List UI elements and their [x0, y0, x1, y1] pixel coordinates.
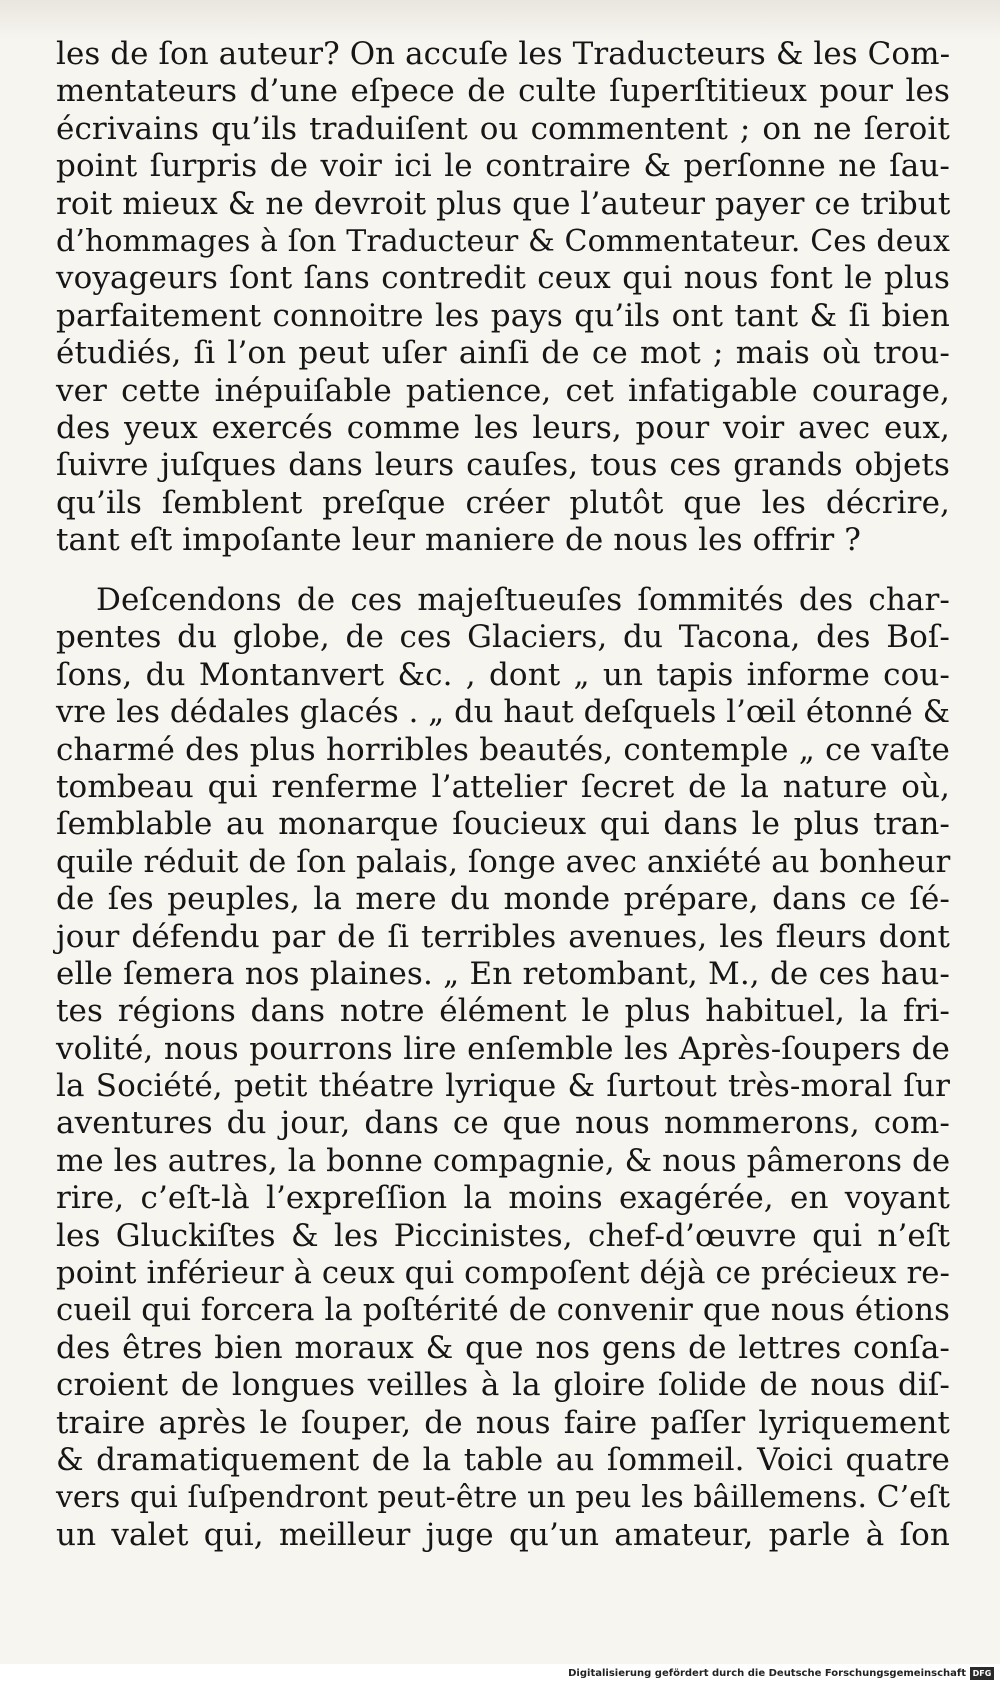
text-line: écrivains qu’ils traduiſent ou commentent ; on ne ſeroit [56, 110, 950, 147]
text-line: cueil qui forcera la poſtérité de convenir que nous étions [56, 1292, 950, 1329]
text-line: mentateurs d’une eſpece de culte ſuperſtitieux pour les [56, 73, 950, 110]
text-line: ſons, du Montanvert &c. , dont „ un tapis informe cou- [56, 656, 950, 693]
text-line: tombeau qui renferme l’attelier ſecret de la nature où, [56, 768, 950, 805]
text-line: la Société, petit théatre lyrique & ſurtout très-moral ſur [56, 1068, 950, 1105]
text-line: traire après le ſouper, de nous faire paſſer lyriquement [56, 1404, 950, 1441]
text-line: les Gluckiſtes & les Piccinistes, chef-d’œuvre qui n’eſt [56, 1217, 950, 1254]
text-line: point inférieur à ceux qui compoſent déjà ce précieux re- [56, 1255, 950, 1292]
text-line: d’hommages à ſon Traducteur & Commentateur. Ces deux [56, 223, 950, 259]
paragraph-1 [56, 36, 950, 559]
text-line: & dramatiquement de la table au ſommeil. Voici quatre [56, 1441, 950, 1478]
text-line: un valet qui, meilleur juge qu’un amateur, parle à ſon [56, 1516, 950, 1553]
text-line: tant eſt impoſante leur maniere de nous les offrir ? [56, 522, 862, 559]
text-line: rire, c’eſt-là l’expreſſion la moins exagérée, en voyant [56, 1180, 950, 1217]
digitization-credit: Digitalisierung gefördert durch die Deutsche Forschungsgemeinschaft [568, 1668, 966, 1679]
text-line: ver cette inépuiſable patience, cet infatigable courage, [56, 372, 950, 409]
text-line: quile réduit de ſon palais, ſonge avec anxiété au bonheur [56, 844, 951, 880]
text-line: pentes du globe, de ces Glaciers, du Tacona, des Boſ- [56, 619, 950, 656]
text-line: ſemblable au monarque ſoucieux qui dans le plus tran- [56, 806, 950, 843]
text-line: croient de longues veilles à la gloire ſolide de nous diſ- [56, 1367, 950, 1404]
text-line: volité, nous pourrons lire enſemble les Après-ſoupers de [56, 1030, 950, 1067]
text-line: voyageurs ſont ſans contredit ceux qui nous font le plus [56, 260, 950, 297]
paragraph-2 [56, 582, 950, 1554]
text-line: point ſurpris de voir ici le contraire & perſonne ne ſau- [56, 148, 950, 185]
page-top-shadow [0, 0, 1000, 40]
text-line: ſuivre juſques dans leurs cauſes, tous ces grands objets [56, 447, 950, 484]
text-line: de ſes peuples, la mere du monde prépare, dans ce ſé- [56, 881, 950, 918]
text-line: charmé des plus horribles beautés, contemple „ ce vaſte [56, 731, 950, 768]
text-line: des yeux exercés comme les leurs, pour voir avec eux, [56, 409, 950, 446]
text-line: Deſcendons de ces majeſtueuſes ſommités des char- [96, 582, 950, 618]
text-line: vre les dédales glacés . „ du haut deſquels l’œil étonné & [56, 695, 951, 731]
text-line: roit mieux & ne devroit plus que l’auteur payer ce tribut [56, 185, 951, 222]
text-line: parfaitement connoitre les pays qu’ils ont tant & ſi bien [56, 297, 950, 334]
text-line: les de ſon auteur? On accuſe les Traducteurs & les Com- [56, 36, 951, 72]
text-line: qu’ils ſemblent preſque créer plutôt que les décrire, [56, 484, 950, 521]
text-line: étudiés, ſi l’on peut uſer ainſi de ce mot ; mais où trou- [56, 335, 950, 372]
text-line: des êtres bien moraux & que nos gens de lettres conſa- [56, 1329, 950, 1366]
text-line: vers qui ſuſpendront peut-être un peu les bâillemens. C’eſt [56, 1480, 950, 1516]
text-line: jour défendu par de ſi terribles avenues, les fleurs dont [56, 918, 950, 955]
text-line: tes régions dans notre élément le plus habituel, la fri- [56, 993, 950, 1030]
dfg-logo: DFG [970, 1667, 994, 1680]
text-line: aventures du jour, dans ce que nous nommerons, com- [56, 1105, 950, 1142]
text-line: me les autres, la bonne compagnie, & nous pâmerons de [56, 1142, 951, 1179]
text-line: elle ſemera nos plaines. „ En retombant, M., de ces hau- [56, 955, 950, 992]
